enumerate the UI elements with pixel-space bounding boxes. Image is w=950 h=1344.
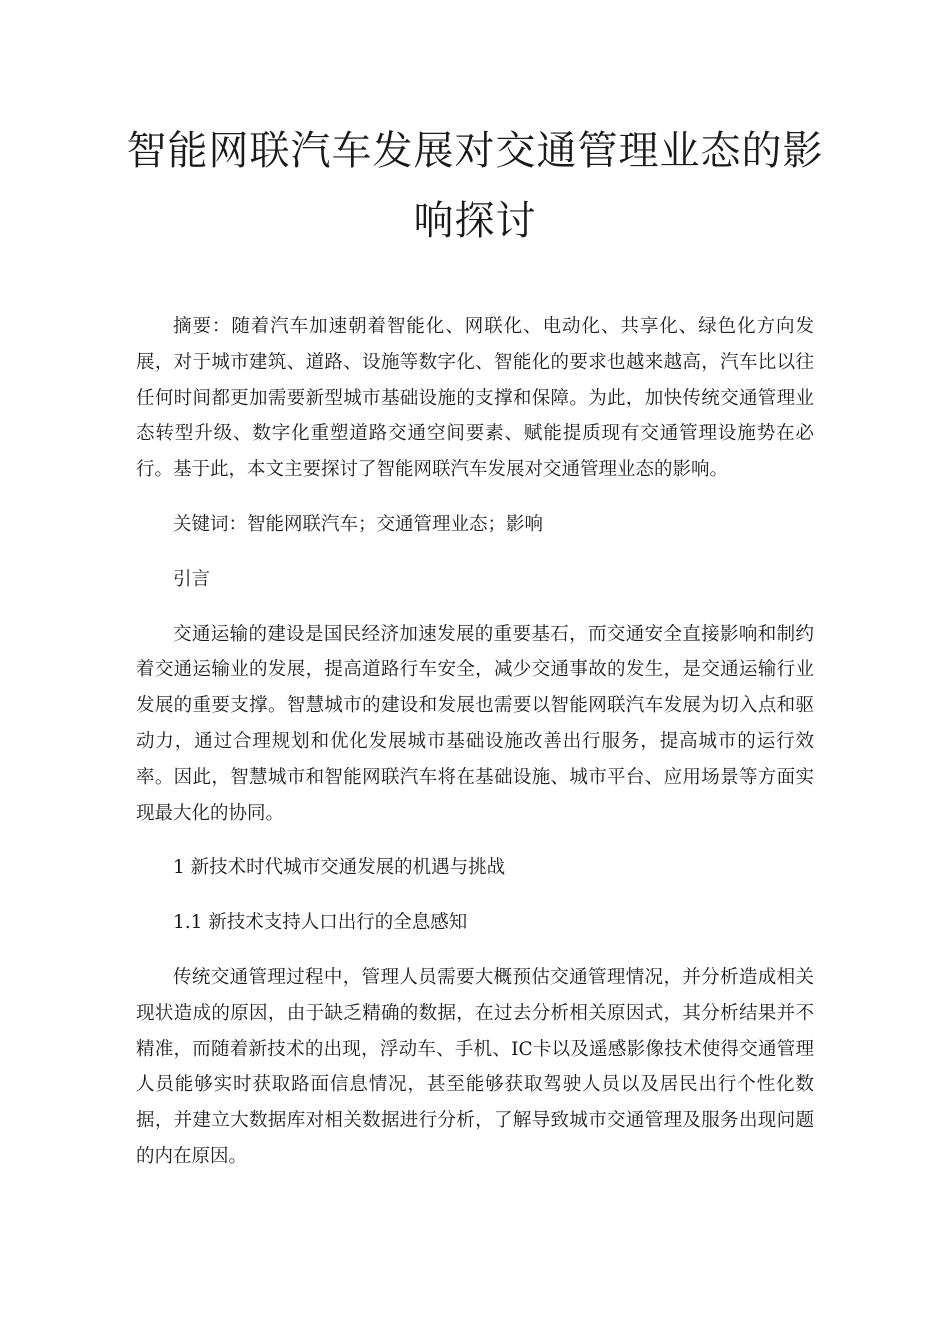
intro-heading: 引言	[173, 568, 211, 590]
intro-paragraph: 交通运输的建设是国民经济加速发展的重要基石，而交通安全直接影响和制约着交通运输业的发展，提高道路行车安全，减少交通事故的发生，是交通运输行业发展的重要支撑。智慧城市的建设和发展也需要以智能网联汽车发展为切入点和驱动力，通过合理规划和优化发展城市基础设施改善出行服务，提高城市的运行效率。因此，智慧城市和智能网联汽车将在基础设施、城市平台、应用场景等方面实现最大化的协同。	[136, 623, 814, 824]
paper-body	[136, 309, 814, 1175]
keywords-line: 关键词：智能网联汽车；交通管理业态；影响	[173, 513, 544, 535]
paper-title-line-2: 响探讨	[413, 198, 537, 244]
section-1-heading: 1 新技术时代城市交通发展的机遇与挑战	[173, 857, 506, 879]
paper-title	[100, 118, 850, 254]
section-1-1-heading: 1.1 新技术支持人口出行的全息感知	[173, 912, 468, 934]
section-1-1-paragraph: 传统交通管理过程中，管理人员需要大概预估交通管理情况，并分析造成相关现状造成的原因，由于缺乏精确的数据，在过去分析相关原因式，其分析结果并不精准，而随着新技术的出现，浮动车、手机、IC卡以及遥感影像技术使得交通管理人员能够实时获取路面信息情况，甚至能够获取驾驶人员以及居民出行个性化数据，并建立大数据库对相关数据进行分析，了解导致城市交通管理及服务出现问题的内在原因。	[136, 966, 814, 1167]
abstract-paragraph: 摘要：随着汽车加速朝着智能化、网联化、电动化、共享化、绿色化方向发展，对于城市建筑、道路、设施等数字化、智能化的要求也越来越高，汽车比以往任何时间都更加需要新型城市基础设施的支撑和保障。为此，加快传统交通管理业态转型升级、数字化重塑道路交通空间要素、赋能提质现有交通管理设施势在必行。基于此，本文主要探讨了智能网联汽车发展对交通管理业态的影响。	[136, 316, 814, 481]
paper-title-line-1: 智能网联汽车发展对交通管理业态的影	[126, 128, 824, 174]
